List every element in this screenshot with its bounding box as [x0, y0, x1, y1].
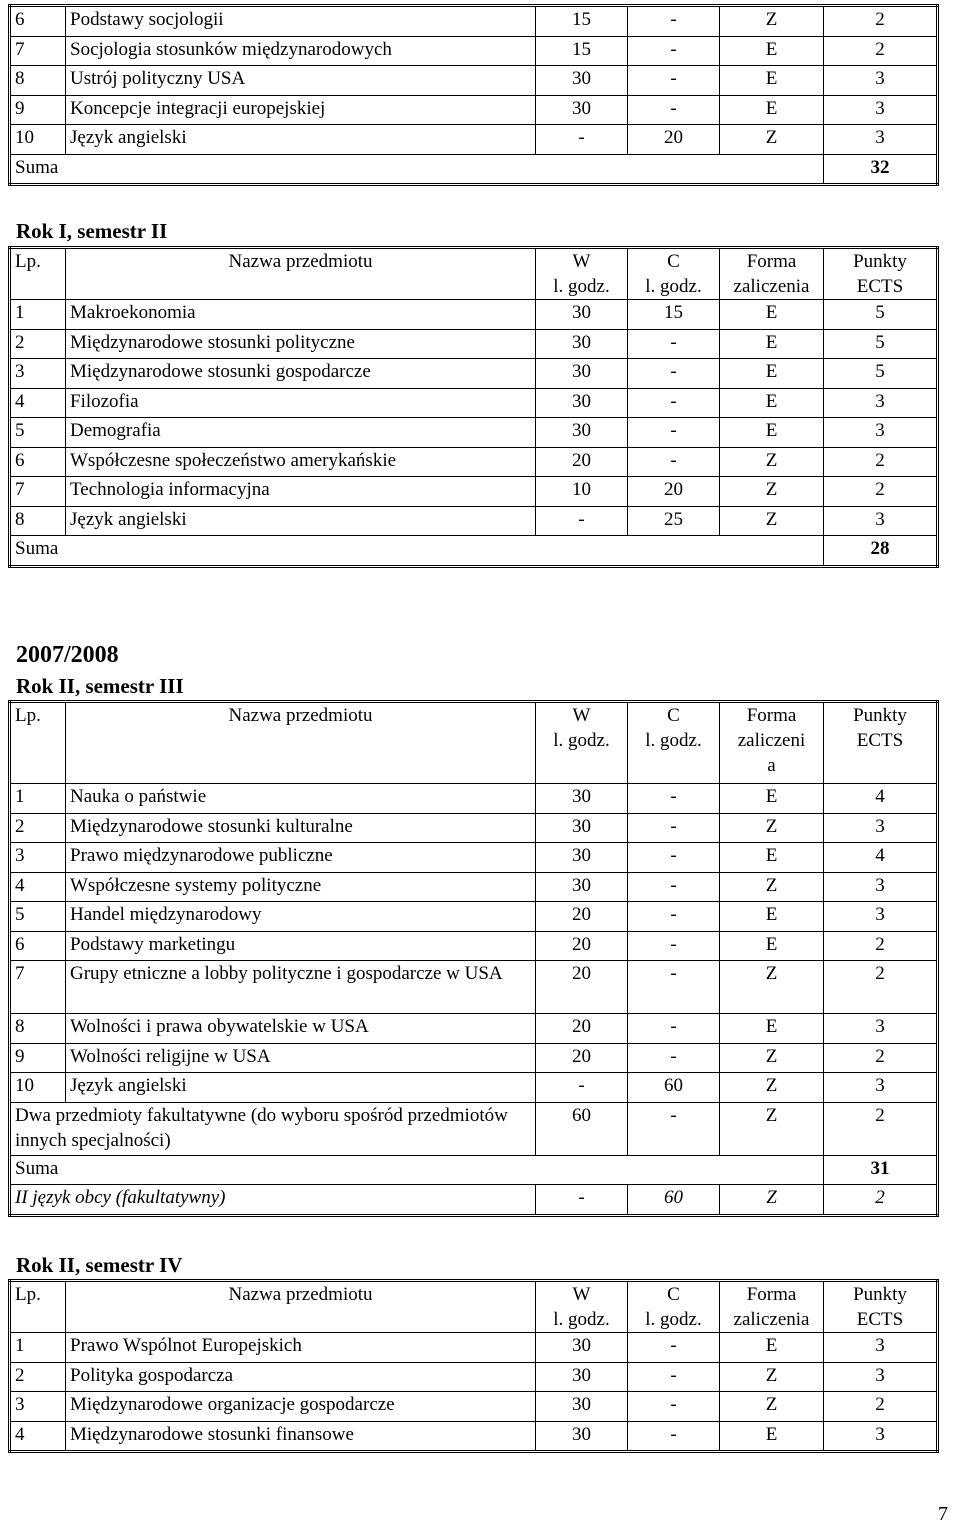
cell-ects: 3 — [824, 872, 938, 902]
cell-ects: 2 — [824, 477, 938, 507]
table-row — [10, 36, 938, 66]
header-ects-line2: ECTS — [856, 1309, 904, 1330]
sum-value: 32 — [824, 154, 938, 185]
cell-lp: 6 — [10, 6, 66, 37]
cell-lecture-hours: 30 — [536, 872, 628, 902]
cell-lecture-hours: 20 — [536, 447, 628, 477]
cell-class-hours: - — [628, 784, 720, 814]
cell-ects: 3 — [824, 418, 938, 448]
cell-course-name: Język angielski — [66, 506, 536, 536]
cell-course-name: Międzynarodowe stosunki kulturalne — [66, 813, 536, 843]
cell-lecture-hours: 30 — [536, 843, 628, 873]
cell-lecture-hours: 20 — [536, 931, 628, 961]
cell-course-name: Nauka o państwie — [66, 784, 536, 814]
table-row — [10, 1014, 938, 1044]
academic-year: 2007/2008 — [16, 642, 119, 668]
cell-class-hours: - — [628, 447, 720, 477]
header-name: Nazwa przedmiotu — [66, 702, 536, 784]
table-row — [10, 359, 938, 389]
cell-assessment: E — [720, 329, 824, 359]
table-sem4 — [8, 1279, 936, 1453]
cell-lp: 6 — [10, 447, 66, 477]
table-header-row — [10, 248, 938, 300]
cell-class-hours: - — [628, 95, 720, 125]
header-w-line1: W — [572, 251, 591, 272]
cell-class-hours: 25 — [628, 506, 720, 536]
cell-ects: 3 — [824, 1421, 938, 1452]
header-c-line1: C — [667, 705, 680, 726]
cell-course-name: Technologia informacyjna — [66, 477, 536, 507]
cell-class-hours: - — [628, 902, 720, 932]
cell-class-hours: 15 — [628, 300, 720, 330]
cell-lecture-hours: 20 — [536, 1014, 628, 1044]
cell-ects: 2 — [824, 1102, 938, 1155]
cell-class-hours: - — [628, 843, 720, 873]
cell-course-name: Koncepcje integracji europejskiej — [66, 95, 536, 125]
cell-lecture-hours: 20 — [536, 961, 628, 1014]
cell-lp: 6 — [10, 931, 66, 961]
cell-class-hours: 60 — [628, 1185, 720, 1216]
table-row — [10, 931, 938, 961]
cell-lp: 3 — [10, 1392, 66, 1422]
cell-ects: 3 — [824, 506, 938, 536]
cell-lp: 7 — [10, 477, 66, 507]
cell-assessment: Z — [720, 1392, 824, 1422]
table-row — [10, 388, 938, 418]
course-table — [8, 700, 939, 1217]
header-w-line1: W — [572, 1284, 591, 1305]
cell-assessment: E — [720, 388, 824, 418]
cell-assessment: Z — [720, 813, 824, 843]
cell-course-name: Wolności religijne w USA — [66, 1043, 536, 1073]
cell-ects: 2 — [824, 1392, 938, 1422]
cell-ects: 5 — [824, 359, 938, 389]
cell-course-name: Dwa przedmioty fakultatywne (do wyboru spośród przedmiotów innych specjalności) — [10, 1102, 536, 1155]
cell-class-hours: - — [628, 872, 720, 902]
cell-assessment: E — [720, 300, 824, 330]
sum-row — [10, 536, 938, 567]
cell-lp: 9 — [10, 1043, 66, 1073]
cell-assessment: E — [720, 66, 824, 96]
table-row — [10, 784, 938, 814]
cell-class-hours: - — [628, 1421, 720, 1452]
table-sem3 — [8, 700, 936, 1217]
header-ects — [824, 702, 938, 784]
header-forma — [720, 1281, 824, 1333]
cell-assessment: Z — [720, 872, 824, 902]
cell-lp: 10 — [10, 125, 66, 155]
header-w — [536, 248, 628, 300]
cell-course-name: II język obcy (fakultatywny) — [10, 1185, 536, 1216]
course-table — [8, 1279, 939, 1453]
cell-lp: 2 — [10, 329, 66, 359]
cell-class-hours: - — [628, 1043, 720, 1073]
cell-lecture-hours: 30 — [536, 418, 628, 448]
course-table — [8, 246, 939, 568]
cell-lp: 4 — [10, 1421, 66, 1452]
cell-lecture-hours: 30 — [536, 300, 628, 330]
cell-assessment: E — [720, 843, 824, 873]
cell-class-hours: - — [628, 6, 720, 37]
cell-assessment: Z — [720, 1102, 824, 1155]
table-row — [10, 6, 938, 37]
cell-class-hours: - — [628, 66, 720, 96]
cell-lp: 7 — [10, 36, 66, 66]
header-w-line1: W — [572, 705, 591, 726]
cell-ects: 5 — [824, 329, 938, 359]
cell-class-hours: - — [628, 1333, 720, 1363]
sum-row — [10, 1155, 938, 1185]
cell-assessment: Z — [720, 125, 824, 155]
cell-lecture-hours: 15 — [536, 36, 628, 66]
cell-ects: 3 — [824, 1333, 938, 1363]
cell-lecture-hours: 30 — [536, 329, 628, 359]
cell-ects: 4 — [824, 784, 938, 814]
optional-language-row — [10, 1185, 938, 1216]
cell-lecture-hours: - — [536, 1185, 628, 1216]
header-w-line2: l. godz. — [553, 730, 610, 751]
cell-course-name: Socjologia stosunków międzynarodowych — [66, 36, 536, 66]
cell-lecture-hours: - — [536, 506, 628, 536]
cell-ects: 2 — [824, 931, 938, 961]
cell-class-hours: - — [628, 1392, 720, 1422]
table-row — [10, 872, 938, 902]
cell-course-name: Wolności i prawa obywatelskie w USA — [66, 1014, 536, 1044]
cell-lp: 8 — [10, 1014, 66, 1044]
cell-ects: 3 — [824, 902, 938, 932]
table-row — [10, 95, 938, 125]
table-row — [10, 1392, 938, 1422]
cell-assessment: Z — [720, 506, 824, 536]
cell-lecture-hours: 30 — [536, 813, 628, 843]
cell-course-name: Demografia — [66, 418, 536, 448]
cell-course-name: Prawo międzynarodowe publiczne — [66, 843, 536, 873]
cell-lp: 1 — [10, 1333, 66, 1363]
cell-assessment: E — [720, 1421, 824, 1452]
header-w — [536, 1281, 628, 1333]
cell-lp: 3 — [10, 359, 66, 389]
header-c — [628, 248, 720, 300]
course-table — [8, 4, 939, 186]
cell-assessment: E — [720, 784, 824, 814]
cell-course-name: Międzynarodowe organizacje gospodarcze — [66, 1392, 536, 1422]
table-row — [10, 902, 938, 932]
cell-lp: 8 — [10, 66, 66, 96]
cell-course-name: Podstawy socjologii — [66, 6, 536, 37]
table-row — [10, 813, 938, 843]
header-w-line2: l. godz. — [553, 276, 610, 297]
cell-lecture-hours: 30 — [536, 66, 628, 96]
cell-ects: 2 — [824, 961, 938, 1014]
header-name: Nazwa przedmiotu — [66, 1281, 536, 1333]
cell-assessment: E — [720, 1333, 824, 1363]
cell-course-name: Międzynarodowe stosunki gospodarcze — [66, 359, 536, 389]
sum-label: Suma — [10, 536, 824, 567]
sum-value: 28 — [824, 536, 938, 567]
cell-course-name: Współczesne społeczeństwo amerykańskie — [66, 447, 536, 477]
cell-ects: 3 — [824, 1073, 938, 1103]
cell-class-hours: - — [628, 1362, 720, 1392]
cell-course-name: Filozofia — [66, 388, 536, 418]
page-number: 7 — [938, 1503, 948, 1525]
cell-lp: 1 — [10, 300, 66, 330]
cell-class-hours: - — [628, 813, 720, 843]
header-w — [536, 702, 628, 784]
cell-lecture-hours: 20 — [536, 1043, 628, 1073]
cell-lp: 3 — [10, 843, 66, 873]
cell-ects: 3 — [824, 1362, 938, 1392]
table-sem2 — [8, 246, 936, 568]
table-row — [10, 1043, 938, 1073]
cell-class-hours: 60 — [628, 1073, 720, 1103]
cell-lp: 8 — [10, 506, 66, 536]
cell-lecture-hours: 30 — [536, 95, 628, 125]
cell-course-name: Handel międzynarodowy — [66, 902, 536, 932]
header-ects-line1: Punkty — [853, 251, 907, 272]
cell-assessment: E — [720, 359, 824, 389]
cell-lecture-hours: - — [536, 125, 628, 155]
sum-label: Suma — [10, 154, 824, 185]
cell-lecture-hours: 30 — [536, 1392, 628, 1422]
cell-ects: 4 — [824, 843, 938, 873]
cell-ects: 2 — [824, 1185, 938, 1216]
cell-assessment: E — [720, 36, 824, 66]
cell-course-name: Prawo Wspólnot Europejskich — [66, 1333, 536, 1363]
header-forma-line1: Forma — [746, 705, 797, 726]
cell-assessment: E — [720, 95, 824, 125]
table-row — [10, 418, 938, 448]
cell-assessment: E — [720, 902, 824, 932]
cell-lp: 2 — [10, 813, 66, 843]
cell-lecture-hours: 30 — [536, 388, 628, 418]
header-c — [628, 1281, 720, 1333]
cell-lp: 7 — [10, 961, 66, 1014]
table-row — [10, 477, 938, 507]
cell-lecture-hours: 20 — [536, 902, 628, 932]
cell-ects: 2 — [824, 6, 938, 37]
cell-lp: 5 — [10, 902, 66, 932]
header-c — [628, 702, 720, 784]
cell-lecture-hours: 30 — [536, 1362, 628, 1392]
cell-course-name: Międzynarodowe stosunki polityczne — [66, 329, 536, 359]
cell-lecture-hours: 60 — [536, 1102, 628, 1155]
cell-ects: 3 — [824, 1014, 938, 1044]
cell-assessment: Z — [720, 961, 824, 1014]
semester-title: Rok I, semestr II — [16, 219, 168, 243]
cell-ects: 3 — [824, 813, 938, 843]
header-forma-line1: Forma — [746, 1284, 797, 1305]
cell-ects: 2 — [824, 36, 938, 66]
header-lp: Lp. — [10, 248, 66, 300]
cell-lecture-hours: 30 — [536, 359, 628, 389]
header-ects-line1: Punkty — [853, 1284, 907, 1305]
header-lp: Lp. — [10, 702, 66, 784]
header-forma-line3: a — [767, 755, 776, 776]
cell-assessment: E — [720, 1014, 824, 1044]
table-row — [10, 329, 938, 359]
cell-class-hours: - — [628, 388, 720, 418]
cell-lp: 1 — [10, 784, 66, 814]
cell-assessment: Z — [720, 1362, 824, 1392]
cell-lecture-hours: 15 — [536, 6, 628, 37]
header-c-line2: l. godz. — [645, 1309, 702, 1330]
table-row — [10, 447, 938, 477]
table-row — [10, 1073, 938, 1103]
cell-assessment: E — [720, 418, 824, 448]
cell-lecture-hours: - — [536, 1073, 628, 1103]
cell-assessment: Z — [720, 6, 824, 37]
cell-assessment: E — [720, 931, 824, 961]
semester-title: Rok II, semestr IV — [16, 1253, 183, 1277]
cell-ects: 5 — [824, 300, 938, 330]
cell-assessment: Z — [720, 477, 824, 507]
table-row — [10, 961, 938, 1014]
cell-ects: 2 — [824, 447, 938, 477]
table-row — [10, 300, 938, 330]
header-w-line2: l. godz. — [553, 1309, 610, 1330]
cell-ects: 3 — [824, 95, 938, 125]
cell-class-hours: - — [628, 1102, 720, 1155]
cell-course-name: Współczesne systemy polityczne — [66, 872, 536, 902]
cell-assessment: Z — [720, 1043, 824, 1073]
table-header-row — [10, 702, 938, 784]
cell-course-name: Międzynarodowe stosunki finansowe — [66, 1421, 536, 1452]
cell-class-hours: - — [628, 36, 720, 66]
header-forma-line2: zaliczeni — [737, 730, 806, 751]
table-row — [10, 1421, 938, 1452]
header-forma — [720, 248, 824, 300]
cell-class-hours: - — [628, 359, 720, 389]
cell-course-name: Grupy etniczne a lobby polityczne i gospodarcze w USA — [66, 961, 536, 1014]
table-sem1-continuation — [8, 4, 936, 186]
cell-course-name: Podstawy marketingu — [66, 931, 536, 961]
cell-lp: 9 — [10, 95, 66, 125]
header-forma-line2: zaliczenia — [733, 1309, 810, 1330]
cell-ects: 2 — [824, 1043, 938, 1073]
cell-assessment: Z — [720, 1185, 824, 1216]
cell-lp: 2 — [10, 1362, 66, 1392]
sum-row — [10, 154, 938, 185]
cell-class-hours: - — [628, 1014, 720, 1044]
sum-value: 31 — [824, 1155, 938, 1185]
header-c-line2: l. godz. — [645, 730, 702, 751]
elective-row — [10, 1102, 938, 1155]
header-forma — [720, 702, 824, 784]
cell-class-hours: - — [628, 329, 720, 359]
cell-course-name: Język angielski — [66, 1073, 536, 1103]
table-row — [10, 125, 938, 155]
header-c-line2: l. godz. — [645, 276, 702, 297]
cell-lecture-hours: 30 — [536, 1421, 628, 1452]
cell-course-name: Makroekonomia — [66, 300, 536, 330]
cell-class-hours: 20 — [628, 477, 720, 507]
cell-lp: 10 — [10, 1073, 66, 1103]
cell-class-hours: - — [628, 418, 720, 448]
table-row — [10, 506, 938, 536]
semester-title: Rok II, semestr III — [16, 674, 184, 698]
cell-assessment: Z — [720, 447, 824, 477]
header-ects — [824, 248, 938, 300]
cell-class-hours: 20 — [628, 125, 720, 155]
sum-label: Suma — [10, 1155, 824, 1185]
table-row — [10, 843, 938, 873]
header-c-line1: C — [667, 251, 680, 272]
header-ects — [824, 1281, 938, 1333]
header-lp: Lp. — [10, 1281, 66, 1333]
header-c-line1: C — [667, 1284, 680, 1305]
cell-lp: 4 — [10, 388, 66, 418]
cell-course-name: Ustrój polityczny USA — [66, 66, 536, 96]
table-header-row — [10, 1281, 938, 1333]
cell-lecture-hours: 30 — [536, 1333, 628, 1363]
header-name: Nazwa przedmiotu — [66, 248, 536, 300]
cell-lp: 5 — [10, 418, 66, 448]
cell-lecture-hours: 30 — [536, 784, 628, 814]
cell-class-hours: - — [628, 961, 720, 1014]
cell-ects: 3 — [824, 388, 938, 418]
cell-ects: 3 — [824, 125, 938, 155]
cell-assessment: Z — [720, 1073, 824, 1103]
header-ects-line2: ECTS — [856, 730, 904, 751]
cell-class-hours: - — [628, 931, 720, 961]
cell-lecture-hours: 10 — [536, 477, 628, 507]
header-forma-line2: zaliczenia — [733, 276, 810, 297]
header-ects-line1: Punkty — [853, 705, 907, 726]
table-row — [10, 66, 938, 96]
cell-ects: 3 — [824, 66, 938, 96]
table-row — [10, 1333, 938, 1363]
cell-lp: 4 — [10, 872, 66, 902]
table-row — [10, 1362, 938, 1392]
cell-course-name: Język angielski — [66, 125, 536, 155]
header-forma-line1: Forma — [746, 251, 797, 272]
cell-course-name: Polityka gospodarcza — [66, 1362, 536, 1392]
header-ects-line2: ECTS — [856, 276, 904, 297]
